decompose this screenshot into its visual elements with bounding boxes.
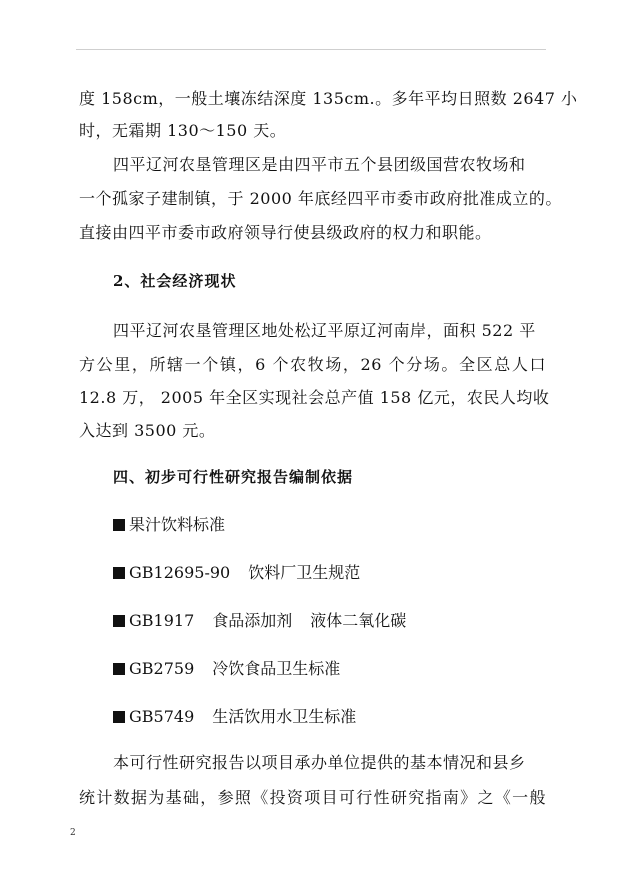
standard-item: GB5749 生活饮用水卫生标准 (113, 707, 356, 727)
text-line: 一个孤家子建制镇，于 2000 年底经四平市委市政府批准成立的。 (79, 189, 562, 208)
text-line: 直接由四平市委市政府领导行使县级政府的权力和职能。 (79, 223, 492, 242)
square-bullet-icon (113, 615, 125, 627)
page-number: 2 (70, 828, 76, 838)
text-line: 统计数据为基础，参照《投资项目可行性研究指南》之《一般 (79, 788, 546, 807)
square-bullet-icon (113, 519, 125, 531)
text-line: 12.8 万， 2005 年全区实现社会总产值 158 亿元，农民人均收 (79, 388, 550, 407)
text-line: 时，无霜期 130～150 天。 (79, 121, 287, 140)
text-line: 度 158cm，一般土壤冻结深度 135cm.。多年平均日照数 2647 小 (79, 89, 578, 108)
standard-item: GB2759 冷饮食品卫生标准 (113, 659, 340, 679)
text-line: 四平辽河农垦管理区地处松辽平原辽河南岸，面积 522 平 (113, 321, 536, 340)
section-heading: 2、社会经济现状 (113, 272, 237, 290)
standard-item: 果汁饮料标准 (113, 515, 243, 535)
text-line: 本可行性研究报告以项目承办单位提供的基本情况和县乡 (113, 753, 526, 772)
square-bullet-icon (113, 711, 125, 723)
square-bullet-icon (113, 663, 125, 675)
text-line: 入达到 3500 元。 (79, 421, 216, 440)
text-line: 四平辽河农垦管理区是由四平市五个县团级国营农牧场和 (113, 155, 526, 174)
standard-item: GB1917 食品添加剂 液体二氧化碳 (113, 611, 406, 631)
header-rule (76, 49, 546, 50)
section-heading: 四、初步可行性研究报告编制依据 (113, 468, 354, 486)
square-bullet-icon (113, 567, 125, 579)
standard-item: GB12695-90 饮料厂卫生规范 (113, 563, 360, 583)
text-line: 方公里，所辖一个镇，6 个农牧场，26 个分场。全区总人口 (79, 355, 546, 374)
